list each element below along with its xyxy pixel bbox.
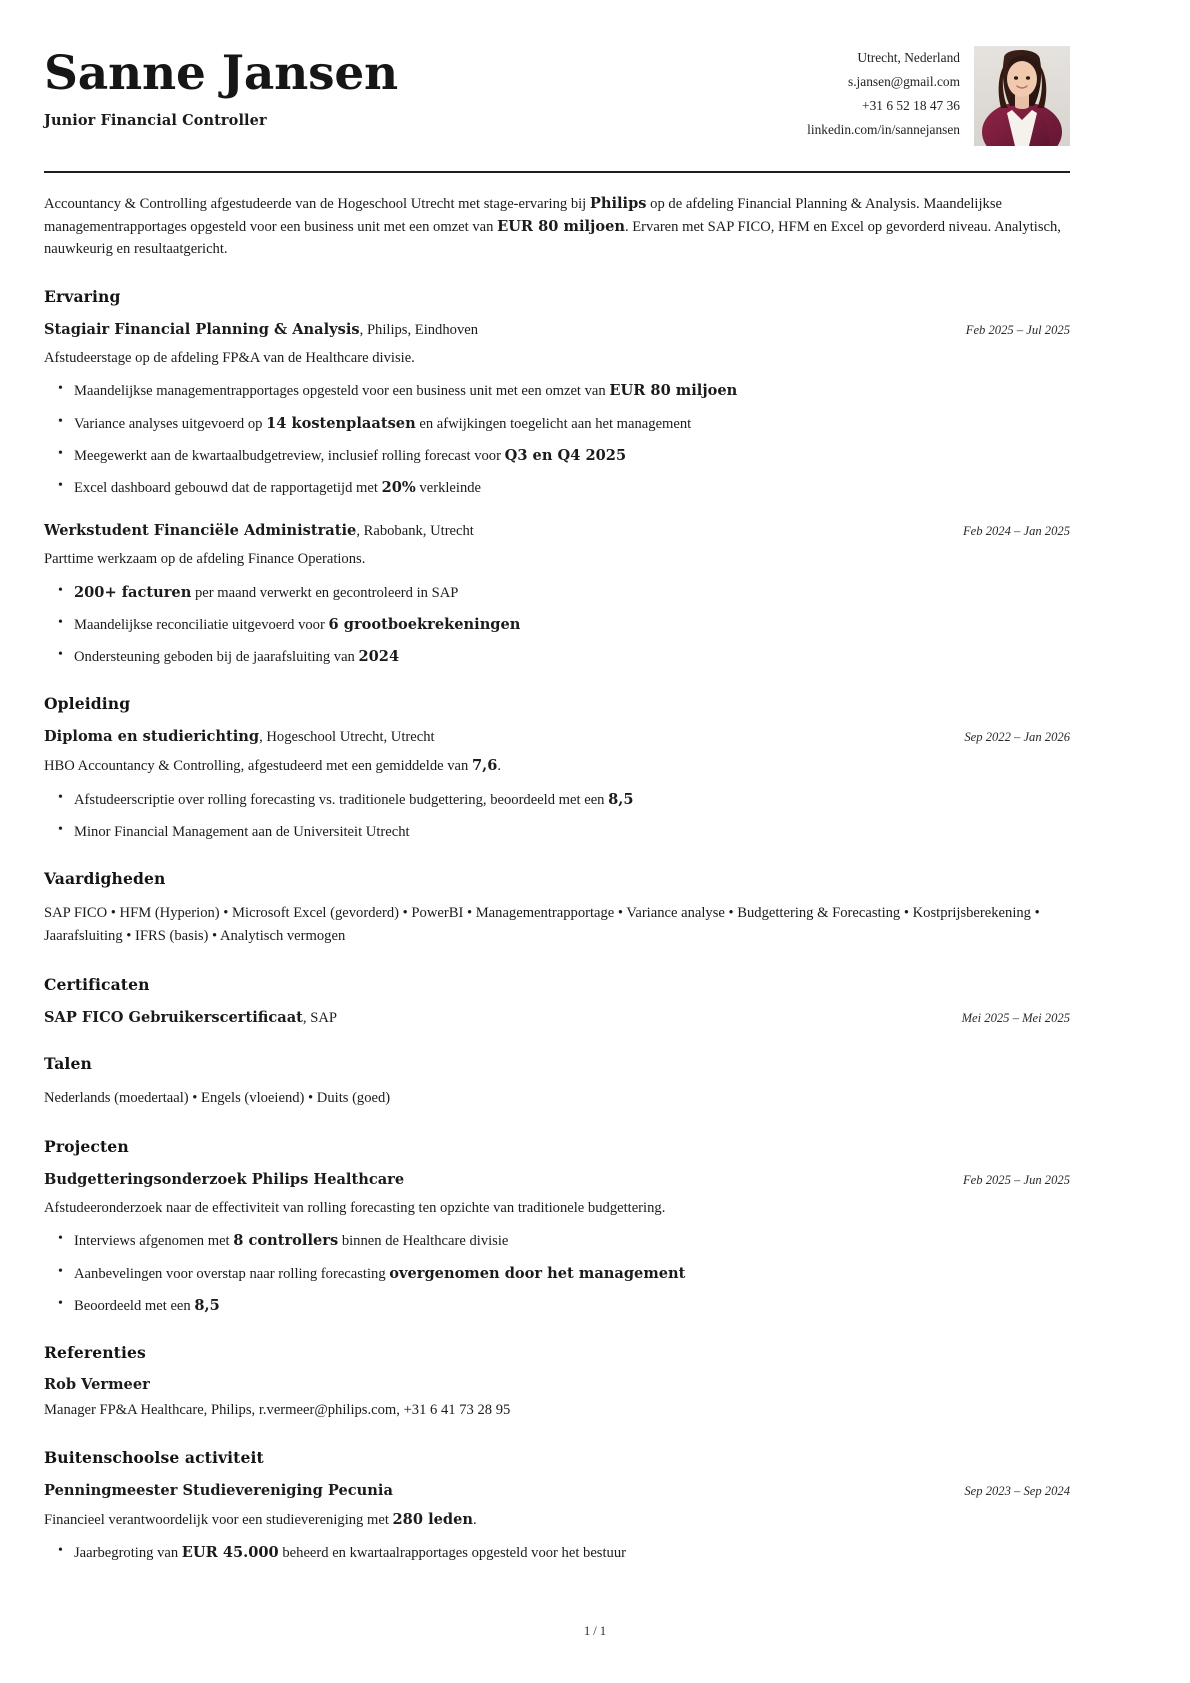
- education-entry: [44, 727, 1070, 843]
- list-item: [74, 789, 1070, 811]
- resume-header: [44, 42, 1070, 146]
- experience-date: Feb 2024 – Jan 2025: [962, 524, 1070, 539]
- list-item: [74, 380, 1070, 402]
- experience-description: Parttime werkzaam op de afdeling Finance Operations.: [44, 550, 366, 567]
- section-title-projects: Projecten: [44, 1136, 129, 1156]
- bullet-text-bold: 14 kostenplaatsen: [266, 414, 416, 432]
- entry-header: [44, 1170, 1070, 1191]
- bullet-text-bold: 6 grootboekrekeningen: [328, 615, 521, 633]
- certificate-entry: [44, 1008, 1070, 1029]
- list-item: [74, 1230, 1070, 1252]
- bullet-text-post: beheerd en kwartaalrapportages opgesteld voor het bestuur: [278, 1545, 626, 1562]
- section-title-skills: Vaardigheden: [44, 869, 166, 889]
- entry-header: [44, 1481, 1070, 1502]
- list-item: [74, 1263, 1070, 1285]
- extracurricular-entry: [44, 1481, 1070, 1565]
- summary-part-2: op de afdeling Financial Planning & Analysis. Maandelijkse managementrapportages opgesteld voor een business unit met een omzet van: [44, 196, 1002, 235]
- entry-title-line: [44, 320, 478, 341]
- list-item: [74, 821, 1070, 843]
- education-desc-grade: 7,6: [471, 756, 498, 774]
- extracurricular-desc-post: .: [473, 1511, 477, 1528]
- header-divider: [44, 171, 1070, 173]
- bullet-text-pre: Interviews afgenomen met: [74, 1233, 234, 1250]
- contact-location: Utrecht, Nederland: [857, 50, 960, 65]
- bullet-text-post: verkleinde: [415, 479, 482, 496]
- bullet-text-bold: 8 controllers: [233, 1232, 339, 1250]
- summary-bold-revenue: EUR 80 miljoen: [497, 217, 625, 235]
- section-experience: [44, 287, 1070, 668]
- page-number: 1 / 1: [583, 1624, 607, 1638]
- entry-title-line: [44, 1008, 337, 1029]
- section-extracurricular: [44, 1448, 1070, 1565]
- bullet-text-pre: Variance analyses uitgevoerd op: [74, 415, 267, 432]
- extracurricular-date: Sep 2023 – Sep 2024: [964, 1483, 1070, 1498]
- bullet-text-pre: Aanbevelingen voor overstap naar rolling forecasting: [74, 1265, 390, 1282]
- bullet-text-pre: Maandelijkse reconciliatie uitgevoerd voor: [74, 616, 329, 633]
- contact-email[interactable]: s.jansen@gmail.com: [848, 73, 960, 89]
- section-title-certificates: Certificaten: [44, 974, 150, 994]
- entry-title-line: [44, 521, 474, 542]
- extracurricular-description: [44, 1509, 1070, 1532]
- job-title: Junior Financial Controller: [44, 111, 267, 129]
- section-languages: [44, 1054, 1070, 1110]
- bullet-text-post: en afwijkingen toegelicht aan het management: [415, 415, 692, 432]
- section-references: [44, 1343, 1070, 1422]
- bullet-text-pre: Excel dashboard gebouwd dat de rapportagetijd met: [74, 479, 382, 496]
- entry-title-line: [44, 1170, 404, 1191]
- bullet-text-pre: Maandelijkse managementrapportages opgesteld voor een business unit met een omzet van: [74, 383, 610, 400]
- entry-header: [44, 727, 1070, 748]
- summary-part-1: Accountancy & Controlling afgestudeerde van de Hogeschool Utrecht met stage-ervaring bij: [44, 196, 590, 212]
- contact-phone[interactable]: +31 6 52 18 47 36: [862, 97, 960, 113]
- education-description: [44, 755, 1070, 778]
- entry-header: [44, 521, 1070, 542]
- section-title-references: Referenties: [44, 1342, 146, 1362]
- certificate-meta: , SAP: [302, 1009, 337, 1026]
- bullet-text-bold: overgenomen door het management: [389, 1264, 686, 1282]
- entry-title-line: [44, 727, 435, 748]
- page-title: Sanne Jansen: [44, 46, 399, 101]
- avatar: [974, 46, 1070, 146]
- experience-description: Afstudeerstage op de afdeling FP&A van de Healthcare divisie.: [44, 349, 415, 366]
- bullet-text-post: per maand verwerkt en gecontroleerd in SAP: [191, 584, 459, 601]
- project-date: Feb 2025 – Jun 2025: [962, 1172, 1070, 1187]
- contact-details: [807, 46, 960, 141]
- extracurricular-desc-pre: Financieel verantwoordelijk voor een studievereniging met: [44, 1511, 393, 1528]
- certificate-date: Mei 2025 – Mei 2025: [961, 1010, 1070, 1025]
- bullet-text-pre: Afstudeerscriptie over rolling forecasting vs. traditionele budgettering, beoordeeld met een: [74, 791, 609, 808]
- section-certificates: [44, 975, 1070, 1029]
- project-description: Afstudeeronderzoek naar de effectiviteit van rolling forecasting ten opzichte van traditionele budgettering.: [44, 1199, 666, 1216]
- reference-details: Manager FP&A Healthcare, Philips, r.vermeer@philips.com, +31 6 41 73 28 95: [44, 1401, 511, 1418]
- list-item: [74, 1295, 1070, 1317]
- bullet-text-bold: 2024: [358, 647, 400, 665]
- extracurricular-bullet-list: [44, 1542, 1070, 1564]
- experience-entry: [44, 521, 1070, 668]
- education-desc-post: .: [497, 757, 502, 774]
- experience-role: Stagiair Financial Planning & Analysis: [44, 320, 360, 338]
- experience-meta: , Rabobank, Utrecht: [356, 523, 474, 540]
- entry-header: [44, 320, 1070, 341]
- bullet-text-pre: Beoordeeld met een: [74, 1297, 195, 1314]
- skills-list: [44, 902, 1070, 949]
- experience-entry: [44, 320, 1070, 499]
- skills-line-1: SAP FICO • HFM (Hyperion) • Microsoft Excel (gevorderd) • PowerBI • Managementrapportage • Variance analyse • Budgettering & Forecasting • Kostprijsberekening •: [44, 905, 1040, 922]
- project-name: Budgetteringsonderzoek Philips Healthcare: [44, 1170, 405, 1188]
- education-date: Sep 2022 – Jan 2026: [964, 730, 1070, 745]
- bullet-text-bold: 200+ facturen: [74, 583, 192, 601]
- entry-title-line: [44, 1481, 393, 1502]
- bullet-text-pre: Minor Financial Management aan de Universiteit Utrecht: [74, 823, 410, 840]
- project-entry: [44, 1170, 1070, 1317]
- experience-role: Werkstudent Financiële Administratie: [44, 522, 357, 540]
- bullet-text-bold: Q3 en Q4 2025: [504, 446, 627, 464]
- education-degree: Diploma en studierichting: [44, 728, 260, 746]
- bullet-text-bold: 8,5: [194, 1296, 220, 1314]
- extracurricular-role: Penningmeester Studievereniging Pecunia: [44, 1481, 393, 1499]
- bullet-text-bold: 20%: [381, 478, 416, 496]
- header-contact-block: [807, 42, 1070, 146]
- education-desc-pre: HBO Accountancy & Controlling, afgestudeerd met een gemiddelde van: [44, 757, 472, 774]
- certificate-name: SAP FICO Gebruikerscertificaat: [44, 1008, 303, 1026]
- education-meta: , Hogeschool Utrecht, Utrecht: [259, 729, 435, 746]
- bullet-text-pre: Jaarbegroting van: [74, 1545, 182, 1562]
- bullet-text-bold: EUR 45.000: [181, 1544, 279, 1562]
- section-title-extracurricular: Buitenschoolse activiteit: [44, 1447, 264, 1467]
- section-education: [44, 694, 1070, 843]
- reference-name: Rob Vermeer: [44, 1375, 150, 1393]
- reference-entry: [44, 1376, 1070, 1422]
- bullet-text-pre: Meegewerkt aan de kwartaalbudgetreview, inclusief rolling forecast voor: [74, 447, 505, 464]
- profile-photo-icon: [974, 46, 1070, 146]
- section-title-education: Opleiding: [44, 694, 131, 714]
- section-projects: [44, 1137, 1070, 1317]
- experience-meta: , Philips, Eindhoven: [359, 321, 479, 338]
- professional-summary: [44, 193, 1070, 261]
- summary-bold-philips: Philips: [589, 195, 647, 212]
- entry-header: [44, 1008, 1070, 1029]
- languages-list: Nederlands (moedertaal) • Engels (vloeiend) • Duits (goed): [44, 1090, 391, 1107]
- experience-bullet-list: [44, 380, 1070, 499]
- list-item: [74, 477, 1070, 499]
- education-bullet-list: [44, 789, 1070, 843]
- summary-part-3: . Ervaren met SAP FICO, HFM en Excel op gevorderd niveau. Analytisch, nauwkeurig en resultaatgericht.: [44, 218, 1061, 258]
- skills-line-2: Jaarafsluiting • IFRS (basis) • Analytisch vermogen: [44, 928, 346, 945]
- bullet-text-bold: 8,5: [608, 790, 634, 808]
- section-title-languages: Talen: [44, 1054, 92, 1074]
- bullet-text-pre: Ondersteuning geboden bij de jaarafsluiting van: [74, 648, 359, 665]
- list-item: [74, 614, 1070, 636]
- experience-date: Feb 2025 – Jul 2025: [965, 322, 1070, 337]
- list-item: [74, 1542, 1070, 1564]
- contact-linkedin[interactable]: linkedin.com/in/sannejansen: [807, 121, 960, 137]
- list-item: [74, 646, 1070, 668]
- section-skills: [44, 869, 1070, 949]
- experience-bullet-list: [44, 582, 1070, 668]
- bullet-text-bold: EUR 80 miljoen: [609, 382, 738, 400]
- page-footer: [0, 1624, 1190, 1639]
- extracurricular-desc-members: 280 leden: [392, 1510, 474, 1528]
- bullet-text-post: binnen de Healthcare divisie: [338, 1233, 509, 1250]
- section-title-experience: Ervaring: [44, 286, 121, 306]
- project-bullet-list: [44, 1230, 1070, 1316]
- list-item: [74, 445, 1070, 467]
- list-item: [74, 582, 1070, 604]
- header-identity: [44, 42, 398, 129]
- list-item: [74, 413, 1070, 435]
